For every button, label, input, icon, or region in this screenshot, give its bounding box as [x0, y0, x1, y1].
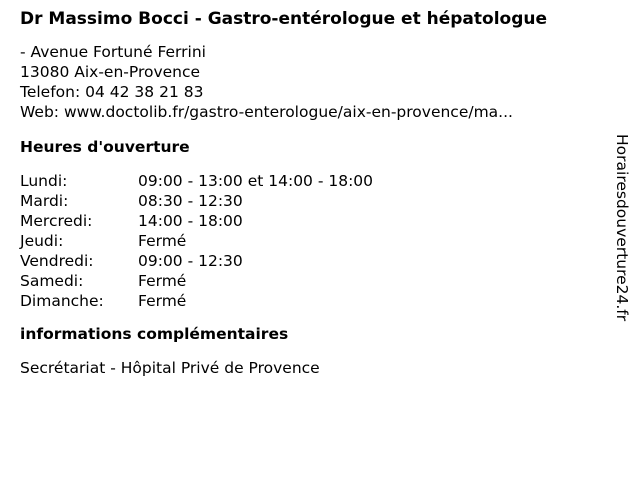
day-hours: 08:30 - 12:30: [138, 192, 243, 210]
address-block: [20, 42, 610, 122]
hours-row-monday: [20, 171, 610, 191]
day-hours: 09:00 - 12:30: [138, 252, 243, 270]
opening-hours-heading: Heures d'ouverture: [20, 138, 190, 156]
hours-row-tuesday: [20, 191, 610, 211]
day-hours: Fermé: [138, 292, 187, 310]
listing-card: [20, 9, 610, 378]
site-brand-vertical: Horairesdouverture24.fr: [613, 134, 631, 322]
day-hours: 14:00 - 18:00: [138, 212, 243, 230]
page-title: Dr Massimo Bocci - Gastro-entérologue et hépatologue: [20, 9, 548, 29]
hours-row-sunday: [20, 291, 610, 311]
hours-row-saturday: [20, 271, 610, 291]
day-hours: Fermé: [138, 272, 187, 290]
hours-row-wednesday: [20, 211, 610, 231]
day-label: Mercredi:: [20, 212, 93, 230]
day-label: Jeudi:: [20, 232, 64, 250]
city-address: 13080 Aix-en-Provence: [20, 63, 201, 81]
day-hours: 09:00 - 13:00 et 14:00 - 18:00: [138, 172, 374, 190]
day-label: Lundi:: [20, 172, 68, 190]
hours-row-friday: [20, 251, 610, 271]
opening-hours-table: [20, 171, 610, 311]
day-label: Dimanche:: [20, 292, 104, 310]
additional-info-heading: informations complémentaires: [20, 325, 289, 343]
hours-row-thursday: [20, 231, 610, 251]
street-address: - Avenue Fortuné Ferrini: [20, 43, 206, 61]
phone-number: Telefon: 04 42 38 21 83: [20, 83, 204, 101]
website-link[interactable]: Web: www.doctolib.fr/gastro-enterologue/aix-en-provence/ma...: [20, 103, 513, 121]
day-label: Vendredi:: [20, 252, 94, 270]
day-label: Samedi:: [20, 272, 84, 290]
day-label: Mardi:: [20, 192, 69, 210]
day-hours: Fermé: [138, 232, 187, 250]
additional-info-text: Secrétariat - Hôpital Privé de Provence: [20, 359, 320, 377]
